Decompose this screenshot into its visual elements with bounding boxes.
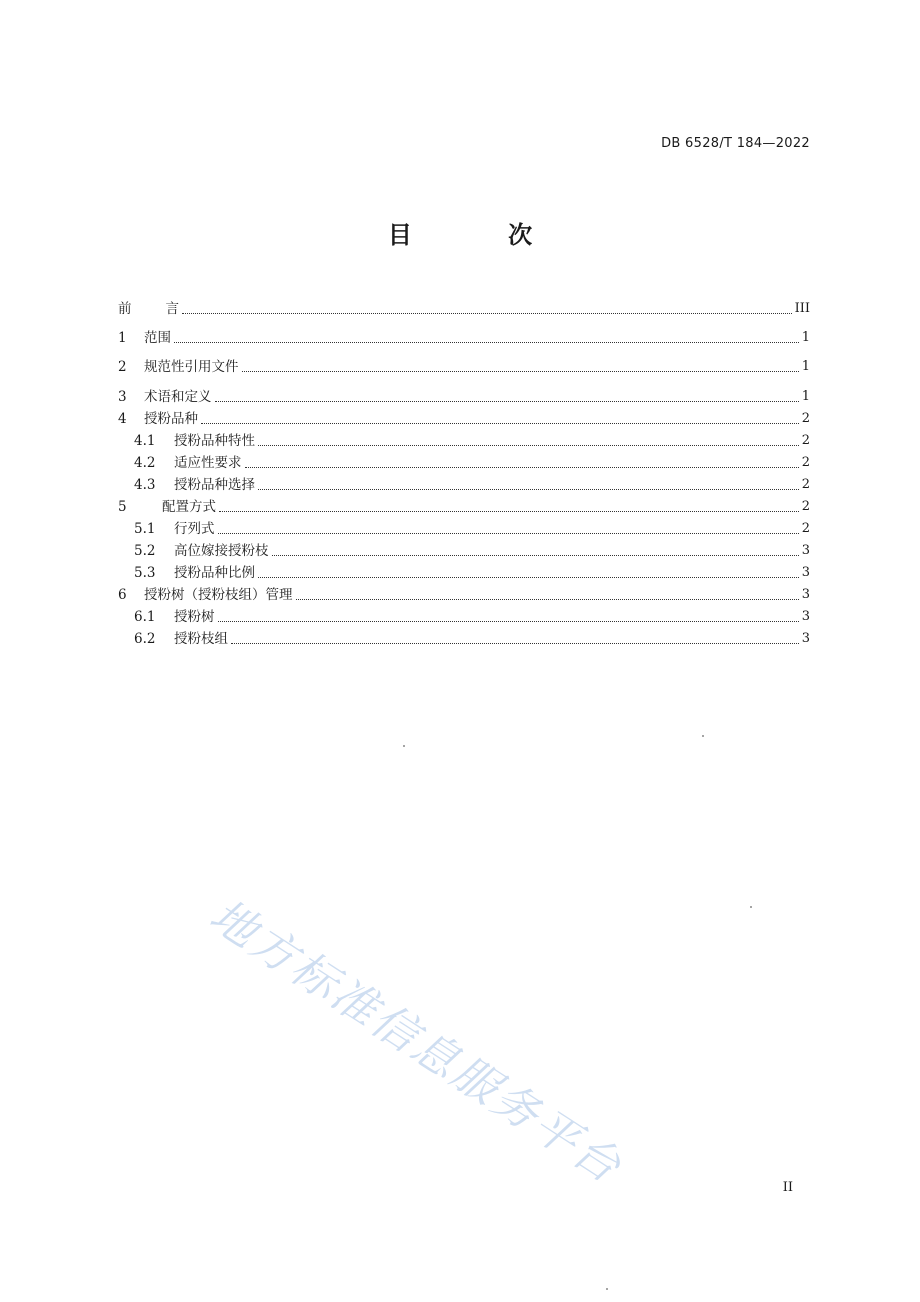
dot-leader: [258, 444, 799, 446]
toc-entry-number: 6: [118, 587, 127, 603]
toc-entry-number: 5.1: [134, 521, 156, 537]
toc-entry-page: 3: [801, 587, 810, 602]
toc-entry-number: 5.2: [134, 543, 156, 559]
toc-entry-page: III: [794, 301, 810, 316]
dot-leader: [218, 620, 799, 622]
table-of-contents: [118, 296, 810, 648]
toc-entry-number: 6.2: [134, 631, 156, 647]
toc-entry-page: 3: [801, 631, 810, 646]
toc-entry-number: 3: [118, 389, 127, 405]
dot-leader: [201, 422, 799, 424]
toc-entry-page: 2: [801, 411, 810, 426]
toc-entry-title: 适应性要求: [174, 455, 242, 471]
toc-entry-number: 5.3: [134, 565, 156, 581]
toc-entry[interactable]: [118, 516, 810, 538]
toc-entry-page: 1: [801, 330, 810, 345]
dot-leader: [245, 466, 799, 468]
dot-leader: [272, 554, 799, 556]
toc-entry[interactable]: [118, 296, 810, 318]
toc-entry-title: 授粉品种特性: [174, 433, 255, 449]
toc-entry[interactable]: [118, 582, 810, 604]
dot-leader: [219, 510, 799, 512]
dot-leader: [242, 370, 799, 372]
toc-entry-title: 范围: [144, 330, 171, 346]
toc-entry[interactable]: [118, 406, 810, 428]
toc-entry-number: 前: [118, 301, 132, 317]
toc-entry-number: 6.1: [134, 609, 156, 625]
dot-leader: [296, 598, 799, 600]
toc-entry-number: 4.2: [134, 455, 156, 471]
toc-entry-page: 1: [801, 359, 810, 374]
toc-entry-page: 3: [801, 609, 810, 624]
toc-entry[interactable]: [118, 604, 810, 626]
scan-speck: [403, 745, 405, 747]
toc-entry[interactable]: [118, 626, 810, 648]
toc-entry-page: 2: [801, 499, 810, 514]
dot-leader: [182, 312, 792, 314]
dot-leader: [218, 532, 799, 534]
toc-entry-page: 3: [801, 543, 810, 558]
page-number: II: [782, 1180, 793, 1195]
toc-entry-page: 2: [801, 477, 810, 492]
toc-entry[interactable]: [118, 318, 810, 347]
toc-entry-page: 2: [801, 433, 810, 448]
scan-speck: [606, 1288, 608, 1290]
toc-entry-number: 4.1: [134, 433, 156, 449]
document-code: DB 6528/T 184—2022: [661, 136, 810, 151]
toc-entry-title: 授粉品种选择: [174, 477, 255, 493]
toc-entry-title: 配置方式: [162, 499, 216, 515]
toc-entry[interactable]: [118, 472, 810, 494]
toc-entry-title: 高位嫁接授粉枝: [174, 543, 269, 559]
toc-title: 目 次: [387, 221, 577, 249]
toc-entry-title: 授粉品种比例: [174, 565, 255, 581]
toc-entry[interactable]: [118, 450, 810, 472]
scan-speck: [750, 906, 752, 908]
toc-entry[interactable]: [118, 428, 810, 450]
scan-speck: [702, 735, 704, 737]
dot-leader: [215, 400, 799, 402]
toc-entry[interactable]: [118, 494, 810, 516]
toc-entry-title: 授粉树（授粉枝组）管理: [144, 587, 293, 603]
toc-entry-number: 4: [118, 411, 127, 427]
toc-entry-title: 言: [144, 301, 179, 317]
toc-entry-page: 2: [801, 455, 810, 470]
toc-entry[interactable]: [118, 376, 810, 406]
toc-entry-title: 授粉树: [174, 609, 215, 625]
toc-entry[interactable]: [118, 347, 810, 376]
toc-entry-page: 1: [801, 389, 810, 404]
toc-entry-number: 2: [118, 359, 127, 375]
dot-leader: [174, 341, 799, 343]
toc-entry-title: 术语和定义: [144, 389, 212, 405]
toc-entry[interactable]: [118, 538, 810, 560]
toc-entry[interactable]: [118, 560, 810, 582]
toc-entry-page: 3: [801, 565, 810, 580]
toc-entry-title: 行列式: [174, 521, 215, 537]
toc-entry-number: 5: [118, 499, 127, 515]
toc-entry-page: 2: [801, 521, 810, 536]
toc-entry-title: 授粉枝组: [174, 631, 228, 647]
watermark-text: 地方标准信息服务平台: [200, 888, 633, 1195]
toc-entry-number: 4.3: [134, 477, 156, 493]
toc-entry-number: 1: [118, 330, 127, 346]
toc-entry-title: 授粉品种: [144, 411, 198, 427]
toc-entry-title: 规范性引用文件: [144, 359, 239, 375]
dot-leader: [231, 642, 799, 644]
dot-leader: [258, 488, 799, 490]
dot-leader: [258, 576, 799, 578]
